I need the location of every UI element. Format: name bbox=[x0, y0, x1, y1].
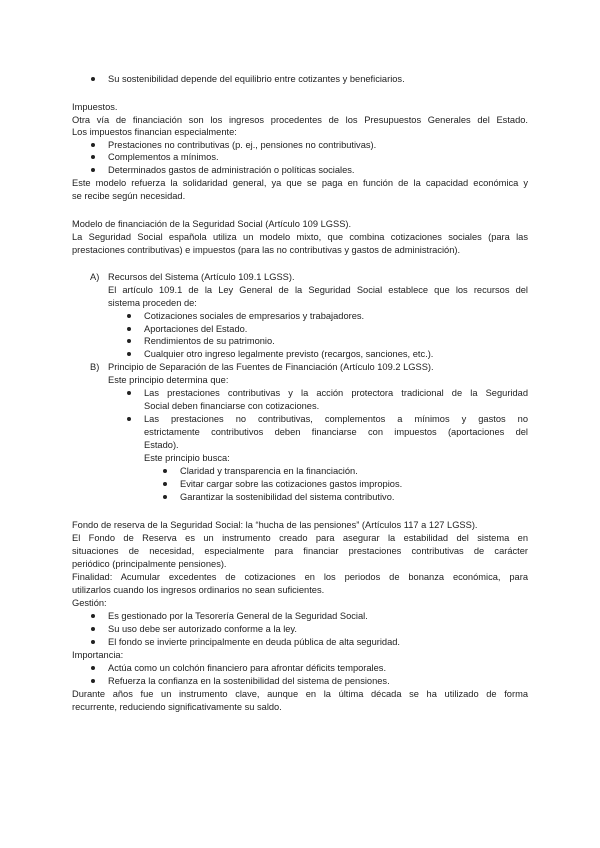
list-item: Evitar cargar sobre las cotizaciones gastos impropios. bbox=[180, 479, 403, 489]
paragraph-line: Finalidad: Acumular excedentes de cotizaciones en los periodos de bonanza económica, para bbox=[72, 572, 528, 582]
list-item-line: estrictamente contributivos deben financiarse con impuestos (aportaciones del bbox=[144, 427, 528, 437]
paragraph-line: Este modelo refuerza la solidaridad general, ya que se paga en función de la capacidad económica y bbox=[72, 178, 528, 188]
list-item: Cualquier otro ingreso legalmente previsto (recargos, sanciones, etc.). bbox=[144, 349, 434, 359]
section-heading-modelo: Modelo de financiación de la Seguridad Social (Artículo 109 LGSS). bbox=[72, 219, 352, 229]
list-item: Actúa como un colchón financiero para afrontar déficits temporales. bbox=[108, 663, 387, 673]
bullet-icon bbox=[163, 495, 167, 499]
list-item-line: Estado). bbox=[144, 440, 179, 450]
paragraph-line: La Seguridad Social española utiliza un modelo mixto, que combina cotizaciones sociales (para las bbox=[72, 232, 528, 242]
list-item-line: Social deben financiarse con cotizaciones. bbox=[144, 401, 320, 411]
bullet-icon bbox=[91, 155, 95, 159]
list-item: Garantizar la sostenibilidad del sistema contributivo. bbox=[180, 492, 395, 502]
bullet-icon bbox=[91, 614, 95, 618]
bullet-icon bbox=[127, 314, 131, 318]
list-item: Cotizaciones sociales de empresarios y trabajadores. bbox=[144, 311, 365, 321]
bullet-icon bbox=[91, 666, 95, 670]
list-item: Rendimientos de su patrimonio. bbox=[144, 336, 275, 346]
list-item: Prestaciones no contributivas (p. ej., pensiones no contributivas). bbox=[108, 140, 377, 150]
bullet-icon bbox=[127, 417, 131, 421]
list-item: Es gestionado por la Tesorería General de la Seguridad Social. bbox=[108, 611, 368, 621]
paragraph-line: situaciones de necesidad, especialmente para financiar prestaciones contributivas de carácter bbox=[72, 546, 528, 556]
list-item-line: Las prestaciones contributivas y la acción protectora tradicional de la Seguridad bbox=[144, 388, 528, 398]
list-item: Claridad y transparencia en la financiación. bbox=[180, 466, 358, 476]
paragraph-line: recurrente, reduciendo significativamente su saldo. bbox=[72, 702, 282, 712]
list-item: El fondo se invierte principalmente en deuda pública de alta seguridad. bbox=[108, 637, 401, 647]
list-item: Refuerza la confianza en la sostenibilidad del sistema de pensiones. bbox=[108, 676, 390, 686]
bullet-icon bbox=[91, 640, 95, 644]
bullet-icon bbox=[91, 679, 95, 683]
section-heading-fondo: Fondo de reserva de la Seguridad Social: la “hucha de las pensiones” (Artículos 117 a 127 LGSS). bbox=[72, 520, 478, 530]
bullet-icon bbox=[127, 352, 131, 356]
list-item: Determinados gastos de administración o políticas sociales. bbox=[108, 165, 355, 175]
paragraph-line: sistema proceden de: bbox=[108, 298, 197, 308]
bullet-icon bbox=[91, 627, 95, 631]
paragraph-line: El Fondo de Reserva es un instrumento creado para asegurar la estabilidad del sistema en bbox=[72, 533, 528, 543]
paragraph-line: utilizarlos cuando los ingresos ordinarios no sean suficientes. bbox=[72, 585, 325, 595]
list-item: Aportaciones del Estado. bbox=[144, 324, 248, 334]
section-heading-impuestos: Impuestos. bbox=[72, 102, 118, 112]
list-marker-b: B) bbox=[90, 362, 100, 372]
bullet-icon bbox=[127, 391, 131, 395]
bullet-icon bbox=[163, 482, 167, 486]
bullet-icon bbox=[91, 168, 95, 172]
list-item: Su uso debe ser autorizado conforme a la ley. bbox=[108, 624, 297, 634]
paragraph-line: Durante años fue un instrumento clave, aunque en la última década se ha utilizado de forma bbox=[72, 689, 528, 699]
bullet-icon bbox=[91, 77, 95, 81]
list-item-line: Las prestaciones no contributivas, complementos a mínimos y gastos no bbox=[144, 414, 528, 424]
paragraph-line: Los impuestos financian especialmente: bbox=[72, 127, 237, 137]
list-marker-a: A) bbox=[90, 272, 100, 282]
paragraph-line: periódico (principalmente pensiones). bbox=[72, 559, 227, 569]
subsection-title-a: Recursos del Sistema (Artículo 109.1 LGSS). bbox=[108, 272, 295, 282]
subheading-gestion: Gestión: bbox=[72, 598, 107, 608]
paragraph-line: Este principio busca: bbox=[144, 453, 230, 463]
paragraph-line: Otra vía de financiación son los ingresos procedentes de los Presupuestos Generales del Estado. bbox=[72, 115, 528, 125]
subsection-title-b: Principio de Separación de las Fuentes de Financiación (Artículo 109.2 LGSS). bbox=[108, 362, 434, 372]
list-item: Complementos a mínimos. bbox=[108, 152, 219, 162]
subheading-importancia: Importancia: bbox=[72, 650, 124, 660]
bullet-icon bbox=[163, 469, 167, 473]
paragraph-line: prestaciones contributivas) e impuestos (para las no contributivas y gastos de administración). bbox=[72, 245, 461, 255]
bullet-icon bbox=[91, 143, 95, 147]
bullet-icon bbox=[127, 339, 131, 343]
list-item: Su sostenibilidad depende del equilibrio entre cotizantes y beneficiarios. bbox=[108, 74, 405, 84]
paragraph-line: se recibe según necesidad. bbox=[72, 191, 186, 201]
paragraph-line: El artículo 109.1 de la Ley General de la Seguridad Social establece que los recursos del bbox=[108, 285, 528, 295]
bullet-icon bbox=[127, 327, 131, 331]
paragraph-line: Este principio determina que: bbox=[108, 375, 229, 385]
